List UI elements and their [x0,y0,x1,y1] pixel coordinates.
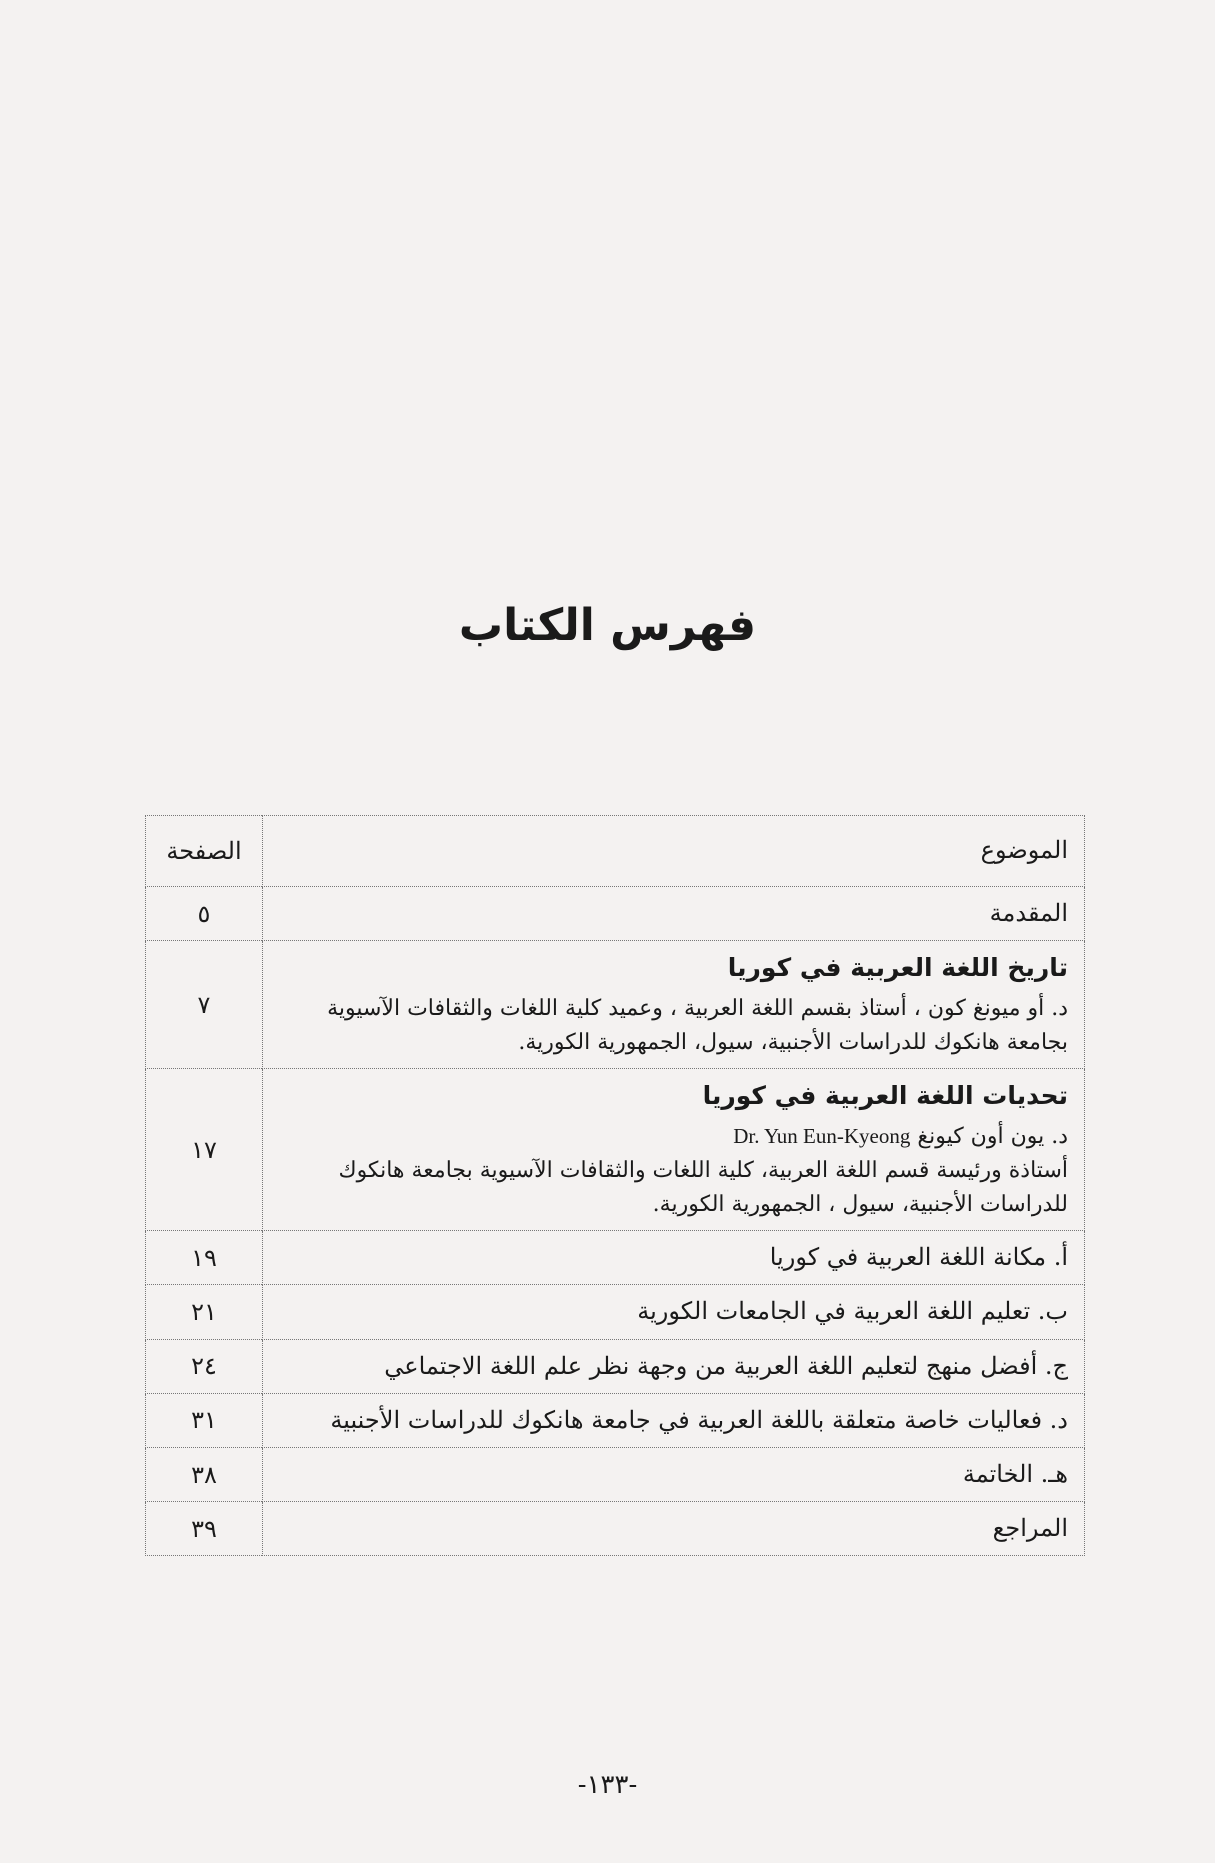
toc-row [146,1447,1085,1501]
toc-topic: المراجع [263,1502,1085,1556]
toc-row-intro [146,887,1085,941]
table-of-contents [145,815,1085,1556]
toc-topic: ج. أفضل منهج لتعليم اللغة العربية من وجهة نظر علم اللغة الاجتماعي [263,1339,1085,1393]
page-number: -١٣٣- [577,1770,638,1800]
toc-row-section2 [146,1069,1085,1231]
toc-topic: ب. تعليم اللغة العربية في الجامعات الكورية [263,1285,1085,1339]
section-title: تاريخ اللغة العربية في كوريا [727,953,1068,983]
table-header-row [146,816,1085,887]
toc-topic: أ. مكانة اللغة العربية في كوريا [263,1231,1085,1285]
toc-page-number: ٥ [146,887,263,941]
author-line [273,1120,1068,1154]
toc-page-number: ١٧ [146,1069,263,1231]
toc-row-section1 [146,941,1085,1069]
section-description: أستاذة ورئيسة قسم اللغة العربية، كلية اللغات والثقافات الآسيوية بجامعة هانكوك للدراسات الأجنبية، سيول ، الجمهورية الكورية. [338,1157,1068,1218]
toc-page-number: ٢١ [146,1285,263,1339]
section-description: د. أو ميونغ كون ، أستاذ بقسم اللغة العربية ، وعميد كلية اللغات والثقافات الآسيوية بجامعة هانكوك للدراسات الأجنبية، سيول، الجمهورية الكورية. [327,995,1068,1056]
author-name-arabic: د. يون أون كيونغ [917,1123,1068,1149]
author-name-latin: Dr. Yun Eun-Kyeong [733,1123,911,1148]
toc-page-number: ٣٩ [146,1502,263,1556]
toc-row [146,1393,1085,1447]
toc-row [146,1502,1085,1556]
section-title: تحديات اللغة العربية في كوريا [702,1081,1068,1111]
toc-row [146,1285,1085,1339]
toc-page-number: ٧ [146,941,263,1069]
toc-page-number: ٣١ [146,1393,263,1447]
header-page: الصفحة [146,816,263,887]
toc-topic: المقدمة [263,887,1085,941]
toc-row [146,1339,1085,1393]
toc-page-number: ٢٤ [146,1339,263,1393]
page-title: فهرس الكتاب [458,600,757,651]
toc-topic: د. فعاليات خاصة متعلقة باللغة العربية في جامعة هانكوك للدراسات الأجنبية [263,1393,1085,1447]
toc-section-cell [263,941,1085,1069]
toc-page-number: ٣٨ [146,1447,263,1501]
toc-page-number: ١٩ [146,1231,263,1285]
toc-row [146,1231,1085,1285]
header-topic: الموضوع [263,816,1085,887]
toc-section-cell [263,1069,1085,1231]
toc-topic: هـ. الخاتمة [263,1447,1085,1501]
